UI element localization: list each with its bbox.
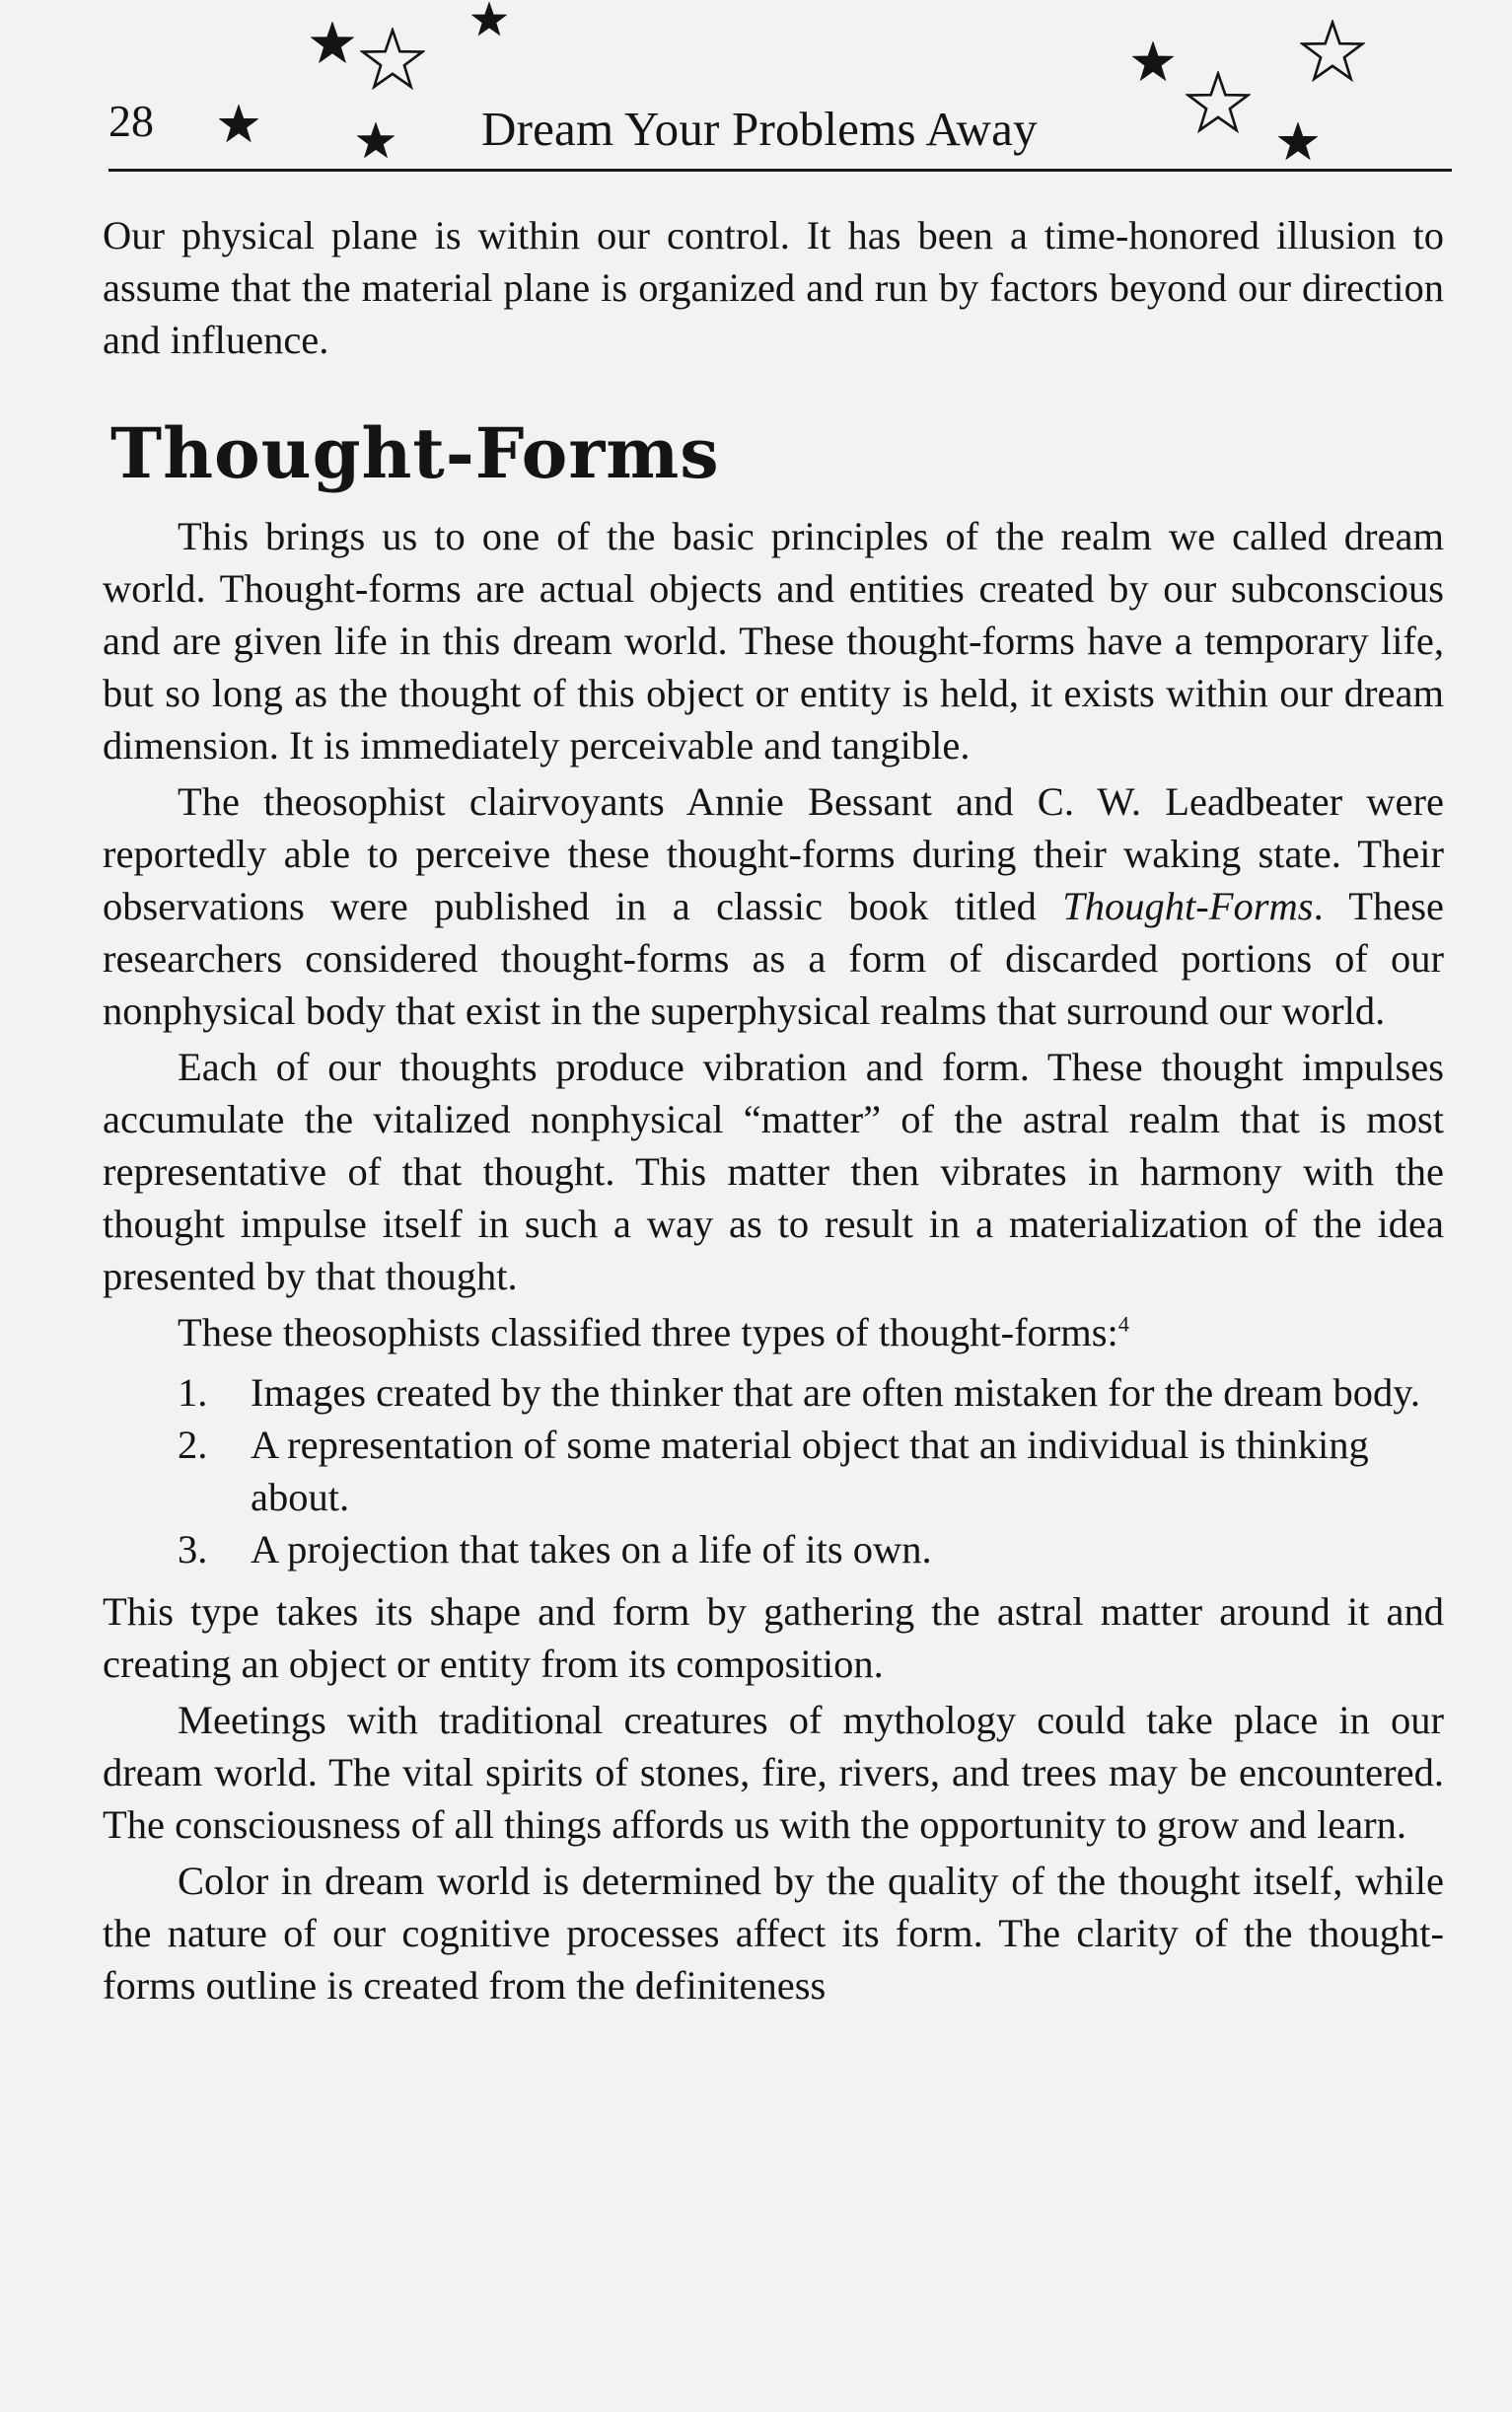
star-icon <box>360 28 425 93</box>
intro-paragraph: Our physical plane is within our control. It has been a time-honored illusion to assume that the material plane is organized and run by factors beyond our direction and influence. <box>103 213 1444 362</box>
list-text: A projection that takes on a life of its own. <box>251 1527 932 1571</box>
star-icon <box>471 2 507 37</box>
list-item <box>103 1523 1444 1575</box>
paragraph-4-text: These theosophists classified three types of thought-forms: <box>178 1310 1118 1354</box>
list-text: A representation of some material object that an individual is thinking about. <box>251 1423 1369 1519</box>
list-number: 1. <box>178 1370 208 1415</box>
paragraph-3: Each of our thoughts produce vibration and form. These thought impulses accumulate the vitalized nonphysical “matter” of the astral realm that is most representative of that thought. This matter then vibrates in harmony with the thought impulse itself in such a way as to result in a materialization of the idea presented by that thought. <box>103 1045 1444 1298</box>
star-icon <box>357 122 395 160</box>
paragraph-1: This brings us to one of the basic principles of the realm we called dream world. Thought-forms are actual objects and entities created by our subconscious and are given life in this dream world. These thought-forms have a temporary life, but so long as the thought of this object or entity is held, it exists within our dream dimension. It is immediately perceivable and tangible. <box>103 514 1444 767</box>
book-title: Thought-Forms <box>1062 884 1314 928</box>
paragraph-5: This type takes its shape and form by gathering the astral matter around it and creating an object or entity from its composition. <box>103 1589 1444 1686</box>
list-item <box>103 1366 1444 1419</box>
paragraph-6: Meetings with traditional creatures of mythology could take place in our dream world. The vital spirits of stones, fire, rivers, and trees may be encountered. The consciousness of all things affords us with the opportunity to grow and learn. <box>103 1698 1444 1847</box>
list-item <box>103 1419 1444 1523</box>
star-icon <box>311 22 354 65</box>
section-heading: Thought-Forms <box>110 412 720 494</box>
paragraph-2-text-a: The theosophist clairvoyants Annie Bessant and C. W. Leadbeater were reportedly able to perceive these thought-forms during their waking state. Their observations were published in a classic book titled <box>103 779 1444 928</box>
star-icon <box>219 105 258 144</box>
paragraph-4 <box>103 1306 1444 1358</box>
thought-form-types-list <box>103 1366 1444 1575</box>
list-number: 3. <box>178 1527 208 1571</box>
star-icon <box>1132 41 1174 83</box>
list-text: Images created by the thinker that are often mistaken for the dream body. <box>251 1370 1421 1415</box>
paragraph-2 <box>103 775 1444 1037</box>
running-head: Dream Your Problems Away <box>481 102 1038 156</box>
paragraph-2-text-b: . These researchers considered thought-forms as a form of discarded portions of our nonphysical body that exist in the superphysical realms that surround our world. <box>103 884 1444 1033</box>
header-rule <box>108 169 1452 172</box>
page-number: 28 <box>108 96 154 146</box>
star-icon <box>1278 122 1318 162</box>
page-body <box>103 209 1444 2011</box>
list-number: 2. <box>178 1423 208 1467</box>
footnote-ref: 4 <box>1117 1311 1129 1337</box>
paragraph-7: Color in dream world is determined by the quality of the thought itself, while the nature of our cognitive processes affect its form. The clarity of the thought-forms outline is created from the definiteness <box>103 1859 1444 2008</box>
star-icon <box>1300 20 1365 85</box>
star-icon <box>1186 71 1251 136</box>
